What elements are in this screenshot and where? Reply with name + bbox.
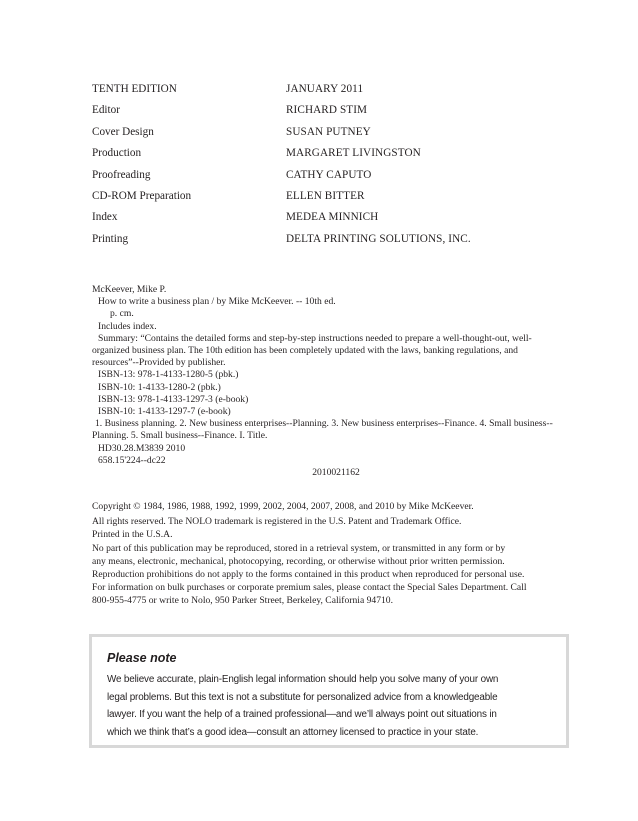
note-title: Please note xyxy=(107,651,177,665)
credit-name: MEDEA MINNICH xyxy=(286,211,379,224)
printed-line: Printed in the U.S.A. xyxy=(92,529,173,541)
copyright-line: Copyright © 1984, 1986, 1988, 1992, 1999, 2002, 2004, 2007, 2008, and 2010 by Mike McKeever. xyxy=(92,501,474,512)
please-note-box xyxy=(89,634,569,748)
note-line: legal problems. But this text is not a substitute for personalized advice from a knowledgeable xyxy=(107,691,498,703)
cip-isbn: ISBN-10: 1-4133-1280-2 (pbk.) xyxy=(98,381,221,393)
credit-row xyxy=(92,233,552,254)
permissions-line: For information on bulk purchases or corporate premium sales, please contact the Special Sales Department. Call xyxy=(92,582,527,594)
cip-title: How to write a business plan / by Mike McKeever. -- 10th ed. xyxy=(98,296,336,308)
credit-name: ELLEN BITTER xyxy=(286,189,365,202)
permissions-line: No part of this publication may be reproduced, stored in a retrieval system, or transmitted in any form or by xyxy=(92,542,506,554)
rights-line: All rights reserved. The NOLO trademark is registered in the U.S. Patent and Trademark Office. xyxy=(92,516,462,528)
cip-dewey: 658.15'224--dc22 xyxy=(98,454,166,466)
cip-pages: p. cm. xyxy=(110,308,134,320)
credit-row xyxy=(92,126,552,147)
credit-name: MARGARET LIVINGSTON xyxy=(286,147,421,160)
note-line: lawyer. If you want the help of a trained professional—and we’ll always point out situations in xyxy=(107,709,497,721)
credit-row xyxy=(92,104,552,125)
copyright-notice xyxy=(92,500,572,608)
credit-row xyxy=(92,190,552,211)
cip-includes: Includes index. xyxy=(98,320,157,332)
credits-list xyxy=(92,83,552,254)
credit-name: RICHARD STIM xyxy=(286,104,368,117)
cip-summary: Summary: “Contains the detailed forms and step-by-step instructions needed to prepare a well-thought-out, well-organized business plan. The 10th edition has been completely updated with the laws, banking regulations, and resources”--Provided by publisher. xyxy=(92,332,532,369)
cip-lccn: 2010021162 xyxy=(312,466,360,478)
credit-role: CD-ROM Preparation xyxy=(92,189,192,202)
permissions-line: 800-955-4775 or write to Nolo, 950 Parker Street, Berkeley, California 94710. xyxy=(92,595,393,607)
credit-role: Production xyxy=(92,147,142,160)
credit-role: Index xyxy=(92,211,118,224)
credit-role: Printing xyxy=(92,232,129,245)
note-line: We believe accurate, plain-English legal information should help you solve many of your own xyxy=(107,674,499,685)
credit-role: Proofreading xyxy=(92,168,151,181)
cataloging-in-publication xyxy=(92,284,560,479)
cip-lc-class: HD30.28.M3839 2010 xyxy=(98,442,186,454)
credit-name: DELTA PRINTING SOLUTIONS, INC. xyxy=(286,232,471,245)
credit-name: CATHY CAPUTO xyxy=(286,168,372,181)
credit-role: Cover Design xyxy=(92,125,154,138)
permissions-line: any means, electronic, mechanical, photocopying, recording, or otherwise without prior written permission. xyxy=(92,555,505,567)
credit-role: TENTH EDITION xyxy=(92,83,177,95)
cip-isbn: ISBN-13: 978-1-4133-1297-3 (e-book) xyxy=(98,393,249,405)
credit-row xyxy=(92,147,552,168)
cip-subjects: 1. Business planning. 2. New business enterprises--Planning. 3. New business enterprises--Finance. 4. Small business--Planning. 5. Small business--Finance. I. Title. xyxy=(92,418,553,442)
credit-row xyxy=(92,83,552,104)
cip-author: McKeever, Mike P. xyxy=(92,284,167,295)
credit-name: SUSAN PUTNEY xyxy=(286,125,371,138)
note-line: which we think that’s a good idea—consult an attorney licensed to practice in your state. xyxy=(107,726,479,738)
note-body xyxy=(107,671,559,741)
cip-isbn: ISBN-13: 978-1-4133-1280-5 (pbk.) xyxy=(98,369,239,381)
permissions-line: Reproduction prohibitions do not apply to the forms contained in this product when reproduced for personal use. xyxy=(92,569,525,581)
cip-isbn: ISBN-10: 1-4133-1297-7 (e-book) xyxy=(98,405,231,417)
credit-row xyxy=(92,211,552,232)
credit-row xyxy=(92,169,552,190)
credit-role: Editor xyxy=(92,104,120,117)
credit-name: JANUARY 2011 xyxy=(286,83,364,95)
